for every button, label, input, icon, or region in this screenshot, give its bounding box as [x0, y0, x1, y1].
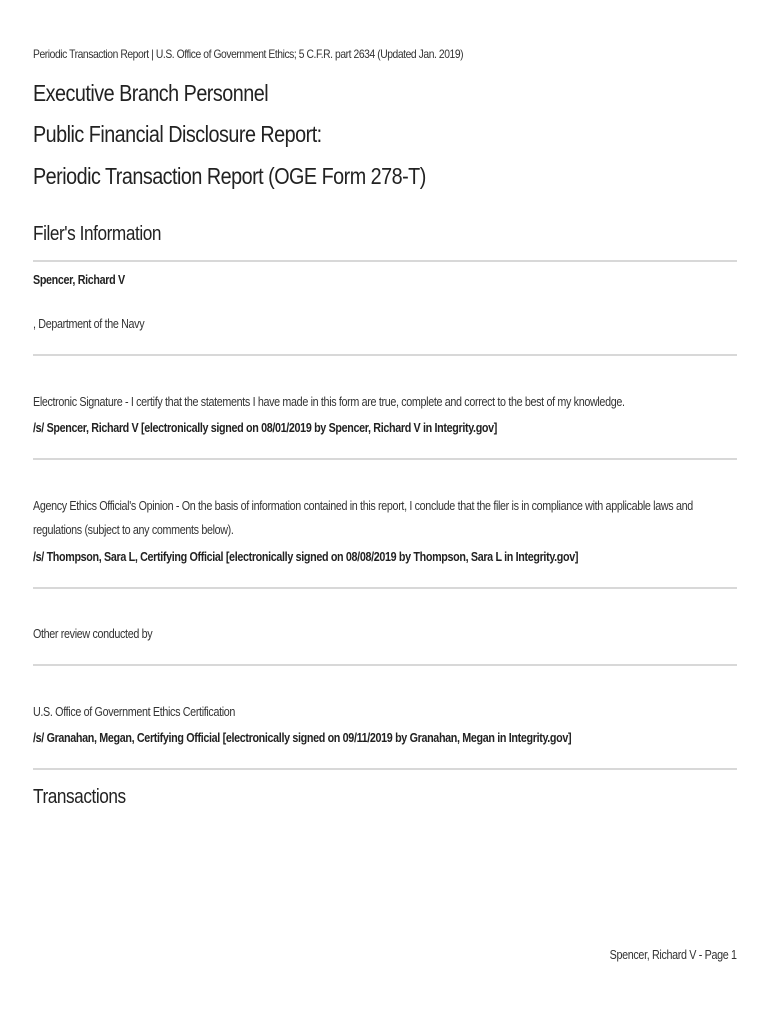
electronic-signature-statement: Electronic Signature - I certify that the statements I have made in this form are true, complete and correct to the best of my knowledge. [33, 395, 625, 409]
section-divider [33, 260, 737, 262]
page-footer: Spencer, Richard V - Page 1 [610, 948, 737, 962]
transactions-heading: Transactions [33, 786, 126, 808]
running-header: Periodic Transaction Report | U.S. Office of Government Ethics; 5 C.F.R. part 2634 (Updated Jan. 2019) [33, 47, 464, 61]
other-review-label: Other review conducted by [33, 627, 153, 641]
report-title-line-3: Periodic Transaction Report (OGE Form 278-T) [33, 163, 426, 189]
section-divider [33, 664, 737, 666]
ethics-official-signature: /s/ Thompson, Sara L, Certifying Official [electronically signed on 08/08/2019 by Thompson, Sara L in Integrity.gov] [33, 550, 579, 564]
section-divider [33, 587, 737, 589]
filer-position: , Department of the Navy [33, 317, 145, 331]
filer-name: Spencer, Richard V [33, 273, 125, 287]
oge-certification-signature: /s/ Granahan, Megan, Certifying Official [electronically signed on 09/11/2019 by Granahan, Megan in Integrity.gov] [33, 731, 572, 745]
section-divider [33, 768, 737, 770]
section-divider [33, 458, 737, 460]
oge-certification-label: U.S. Office of Government Ethics Certification [33, 705, 236, 719]
report-title-line-1: Executive Branch Personnel [33, 80, 269, 106]
filer-signature: /s/ Spencer, Richard V [electronically signed on 08/01/2019 by Spencer, Richard V in Integrity.gov] [33, 421, 498, 435]
report-title-line-2: Public Financial Disclosure Report: [33, 121, 322, 147]
section-divider [33, 354, 737, 356]
filers-information-heading: Filer's Information [33, 223, 161, 245]
ethics-official-opinion: Agency Ethics Official's Opinion - On the basis of information contained in this report, I conclude that the filer is in compliance with applicable laws and regulations (subject to any comments below). [33, 499, 693, 537]
